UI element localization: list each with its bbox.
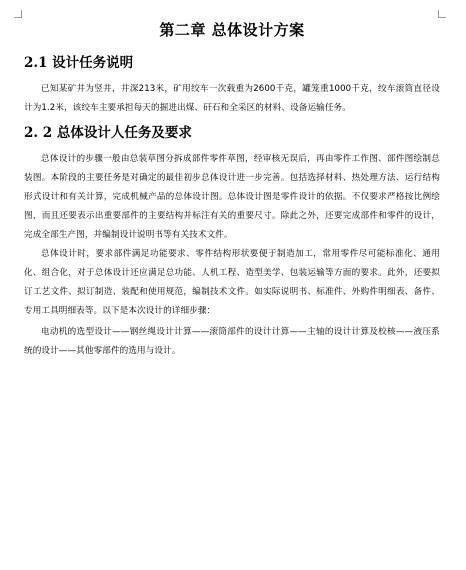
paragraph: 总体设计时，要求部件满足功能要求、零件结构形状要便于制造加工，常用零件尽可能标准化、通用化、组合化，对于总体设计还应满足总功能、人机工程、造型美学、包装运输等方面的要求。此外，还要拟订工艺文件、拟订制造、装配和使用规范，编制技术文件。如实际说明书、标准件、外购件明细表、备件、专用工具明细表等。以下是本次设计的详细步骤： (24, 249, 440, 316)
section-heading-2-2: 2. 2 总体设计人任务及要求 (24, 125, 192, 141)
chapter-title: 第二章 总体设计方案 (159, 21, 305, 39)
paragraph: 电动机的选型设计——钢丝绳设计计算——滚筒部件的设计计算——主轴的设计计算及校核——液压系统的设计——其他零部件的选用与设计。 (24, 327, 440, 356)
section-heading-2-1: 2.1 设计任务说明 (24, 55, 134, 71)
paragraph: 总体设计的步骤一般由总装草图分拆成部件零件草图，经审核无误后，再由零件工作图、部件图绘制总装图。本阶段的主要任务是对确定的最佳初步总体设计进一步完善。包括选择材料、热处理方法、运行结构形式设计和有关计算，完成机械产品的总体设计图。总体设计图是零件设计的依据。不仅要求严格按比例绘图，而且还要表示出重要部件的主要结构并标注有关的重要尺寸。除此之外，还要完成部件和零件的设计，完成全部生产图，并编制设计说明书等有关技术文件。 (24, 154, 440, 240)
margin-corner-mark (14, 10, 22, 18)
margin-corner-mark (438, 10, 446, 18)
document-body (24, 20, 440, 361)
paragraph: 已知某矿井为竖井，井深213米，矿用绞车一次载重为2600千克，罐笼重1000千克，绞车滚筒直径设计为1.2米，该绞车主要承担每天的掘进出煤、矸石和全采区的材料、设备运输任务。 (24, 84, 440, 113)
